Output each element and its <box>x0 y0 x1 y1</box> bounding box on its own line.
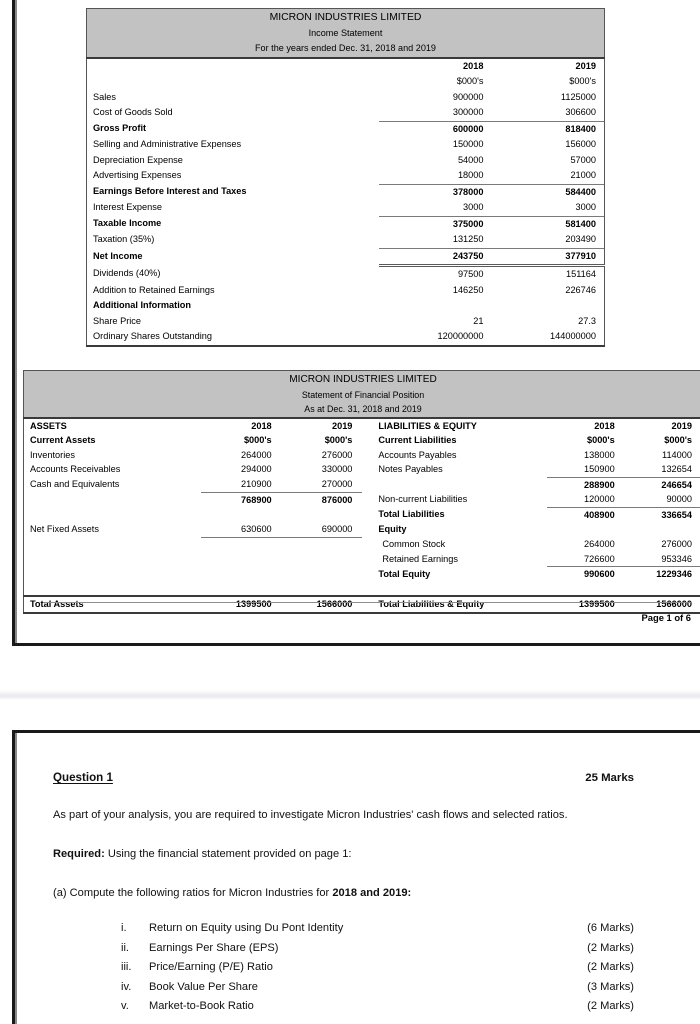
bs-liability-2018: 120000 <box>584 494 615 504</box>
bs-section-header-row <box>24 418 700 434</box>
bs-period: As at Dec. 31, 2018 and 2019 <box>24 402 700 418</box>
bs-liability-2019 <box>625 582 700 597</box>
bs-period-row <box>24 402 700 418</box>
bs-row <box>24 537 700 552</box>
sub-item-marks: (2 Marks) <box>587 961 634 974</box>
bs-total-liab-equity-2018: 1399500 <box>547 596 625 613</box>
is-value-2019: 818400 <box>492 121 605 137</box>
sub-item-text: Book Value Per Share <box>149 980 258 993</box>
sub-item-marks: (3 Marks) <box>587 980 634 993</box>
is-value-2019: 156000 <box>492 137 605 153</box>
part-a-years: 2018 and 2019: <box>332 887 412 899</box>
is-value-2019: 21000 <box>492 168 605 184</box>
sub-item-marks: (2 Marks) <box>587 1000 634 1013</box>
bs-assets-year-2018: 2018 <box>251 420 272 431</box>
is-value-2019: 57000 <box>492 153 605 169</box>
bs-row <box>24 507 700 522</box>
bs-liability-label: Retained Earnings <box>382 553 458 564</box>
is-row-label: Ordinary Shares Outstanding <box>87 329 379 346</box>
bs-spacer <box>362 567 372 582</box>
is-value-2018: 146250 <box>452 284 484 295</box>
is-col-year: 2018 <box>463 60 484 71</box>
is-row <box>87 266 605 283</box>
income-statement-body <box>87 58 605 346</box>
question-part-a <box>53 884 676 903</box>
is-value-2018: 150000 <box>452 139 484 149</box>
bs-row <box>24 567 700 582</box>
bs-liability-label: Total Equity <box>378 568 431 579</box>
is-row <box>87 232 605 248</box>
bs-liability-2019: 114000 <box>625 448 700 463</box>
is-value-2019: 377910 <box>492 248 605 266</box>
bs-liab-year-2018: 2018 <box>594 420 615 431</box>
is-row-label: Gross Profit <box>87 121 379 137</box>
is-col-year: 2019 <box>492 58 605 75</box>
bs-spacer <box>362 507 372 522</box>
bs-liability-2019: 276000 <box>625 537 700 552</box>
is-row <box>87 184 605 200</box>
page-number: Page 1 of 6 <box>641 612 691 623</box>
bs-liability-label <box>372 582 547 597</box>
bs-statement-title: Statement of Financial Position <box>24 388 700 403</box>
page-gap <box>0 676 700 726</box>
is-row-label: Interest Expense <box>87 200 379 216</box>
bs-asset-2019: $000's <box>324 435 353 445</box>
page-separator <box>0 690 700 700</box>
balance-sheet-header <box>24 371 700 418</box>
bs-row <box>24 462 700 477</box>
bs-row <box>24 552 700 567</box>
bs-asset-2019 <box>282 507 363 522</box>
is-col-blank <box>87 58 379 75</box>
is-row <box>87 121 605 137</box>
question-sub-item <box>121 997 634 1017</box>
bs-row <box>24 522 700 537</box>
is-row <box>87 200 605 216</box>
bs-asset-label <box>24 582 201 597</box>
income-statement <box>86 8 605 347</box>
bs-spacer <box>362 462 372 477</box>
is-period: For the years ended Dec. 31, 2018 and 2019 <box>87 41 605 58</box>
is-statement-title: Income Statement <box>87 26 605 42</box>
bs-liability-2019: $000's <box>625 433 700 448</box>
bs-row <box>24 433 700 448</box>
bs-asset-2018 <box>201 537 282 552</box>
is-row <box>87 137 605 153</box>
is-value-2019: 144000000 <box>492 329 605 346</box>
bs-liability-label: Notes Payables <box>378 464 443 475</box>
bs-total-liab-equity-label: Total Liabilities & Equity <box>372 596 547 613</box>
document-page-1 <box>12 0 700 646</box>
bs-asset-2018: 630600 <box>241 524 272 534</box>
is-row <box>87 216 605 232</box>
bs-liability-2019: 336654 <box>625 507 700 522</box>
sub-item-numeral: i. <box>121 922 127 934</box>
is-value-2019: 151164 <box>492 266 605 283</box>
page-footer <box>43 602 691 623</box>
bs-liability-2018 <box>547 582 625 597</box>
is-company-name: MICRON INDUSTRIES LIMITED <box>87 9 605 26</box>
is-row-label: Selling and Administrative Expenses <box>87 137 379 153</box>
bs-liability-2019 <box>625 522 700 537</box>
bs-spacer <box>362 582 372 597</box>
bs-asset-2018 <box>201 567 282 582</box>
bs-total-assets-2018: 1399500 <box>201 596 282 613</box>
bs-asset-2019: 270000 <box>321 479 353 489</box>
bs-asset-label <box>24 492 201 507</box>
bs-asset-2019: 330000 <box>321 464 353 475</box>
question-sub-item <box>121 958 634 978</box>
bs-liability-label <box>372 477 547 492</box>
is-value-2018: 378000 <box>379 184 492 200</box>
bs-asset-2019 <box>282 582 363 597</box>
is-value-2019: 584400 <box>492 184 605 200</box>
bs-gap <box>362 418 372 434</box>
is-row-label: Earnings Before Interest and Taxes <box>87 184 379 200</box>
sub-item-text: Return on Equity using Du Pont Identity <box>149 922 344 934</box>
is-title-row <box>87 26 605 42</box>
bs-asset-label <box>24 507 201 522</box>
document-page-2 <box>12 730 700 1024</box>
question-sub-items <box>53 919 676 1017</box>
bs-total-assets-2019: 1566000 <box>282 596 363 613</box>
is-value-2018: 375000 <box>379 216 492 232</box>
question-sub-item <box>121 919 634 939</box>
bs-liability-2018: 150900 <box>584 464 615 474</box>
is-value-2019 <box>492 298 605 314</box>
is-year-header-row <box>87 58 605 75</box>
bs-liability-2018: 990600 <box>547 567 625 582</box>
is-row <box>87 168 605 184</box>
bs-liability-2019: 246654 <box>625 477 700 492</box>
is-units-label: $000's <box>492 74 605 90</box>
sub-item-text: Market-to-Book Ratio <box>149 1000 254 1013</box>
question-intro-paragraph: As part of your analysis, you are required to investigate Micron Industries' cash flows and selected ratios. <box>53 809 568 821</box>
income-statement-header <box>87 9 605 58</box>
bs-liability-label: Total Liabilities <box>378 509 445 520</box>
is-value-2018 <box>379 298 492 314</box>
bs-asset-2018: $000's <box>243 435 272 445</box>
bs-row <box>24 582 700 597</box>
bs-asset-2018 <box>201 507 282 522</box>
bs-company-name: MICRON INDUSTRIES LIMITED <box>24 371 700 388</box>
is-row-label: Taxable Income <box>87 216 379 232</box>
bs-liability-2019: 90000 <box>625 492 700 507</box>
bs-company-row <box>24 371 700 388</box>
sub-item-numeral: iv. <box>121 980 132 993</box>
is-value-2018: 300000 <box>452 107 484 117</box>
is-value-2018: 18000 <box>457 170 484 180</box>
bs-asset-2018 <box>201 582 282 597</box>
bs-asset-label <box>24 537 201 552</box>
is-row-label: Cost of Goods Sold <box>87 105 379 121</box>
is-company-row <box>87 9 605 26</box>
bs-liability-label: Equity <box>378 524 407 535</box>
bs-asset-label: Inventories <box>24 448 201 463</box>
bs-liability-2018: 408900 <box>547 507 625 522</box>
is-row <box>87 298 605 314</box>
is-value-2018: 600000 <box>379 121 492 137</box>
bs-liability-2018: 264000 <box>584 539 615 549</box>
bs-liability-label: Non-current Liabilities <box>378 494 468 505</box>
bs-asset-2019 <box>282 552 363 567</box>
is-units-label: $000's <box>456 76 484 86</box>
is-value-2018: 3000 <box>463 202 484 212</box>
question-sub-item <box>121 939 634 959</box>
is-row <box>87 105 605 121</box>
bs-liability-2018: $000's <box>586 435 615 445</box>
is-value-2018: 97500 <box>457 269 484 279</box>
is-units-row <box>87 74 605 90</box>
bs-title-row <box>24 388 700 403</box>
is-value-2019: 203490 <box>492 232 605 248</box>
sub-item-numeral: iii. <box>121 961 132 974</box>
bs-total-assets-label: Total Assets <box>24 596 201 613</box>
sub-item-text: Earnings Per Share (EPS) <box>149 941 279 954</box>
question-sub-item <box>121 978 634 998</box>
is-row <box>87 153 605 169</box>
is-row-label: Addition to Retained Earnings <box>87 283 379 299</box>
bs-asset-2018: 294000 <box>241 464 272 475</box>
bs-asset-label: Accounts Receivables <box>24 462 201 477</box>
bs-asset-2019: 876000 <box>282 492 363 507</box>
question-heading-row <box>53 771 676 784</box>
is-value-2019: 306600 <box>492 105 605 121</box>
is-row-label: Net Income <box>87 248 379 266</box>
bs-liability-2019: 1229346 <box>625 567 700 582</box>
is-row <box>87 283 605 299</box>
statement-of-financial-position <box>23 370 700 614</box>
income-statement-table <box>86 8 605 347</box>
is-value-2019: 581400 <box>492 216 605 232</box>
bs-liability-label: Accounts Payables <box>378 449 457 460</box>
bs-assets-year-2019: 2019 <box>331 420 353 431</box>
sub-item-text: Price/Earning (P/E) Ratio <box>149 961 273 974</box>
is-value-2019: 1125000 <box>492 90 605 106</box>
bs-liability-label: Current Liabilities <box>378 435 457 445</box>
bs-liabilities-header: LIABILITIES & EQUITY <box>378 420 477 431</box>
is-row <box>87 314 605 330</box>
bs-liability-2019: 953346 <box>625 552 700 567</box>
bs-asset-label: Cash and Equivalents <box>24 477 201 492</box>
question-required-line <box>53 845 676 864</box>
bs-asset-2018 <box>201 552 282 567</box>
bs-spacer <box>362 537 372 552</box>
bs-asset-label <box>24 567 201 582</box>
bs-row <box>24 477 700 492</box>
bs-asset-label: Net Fixed Assets <box>24 522 201 537</box>
is-value-2018: 54000 <box>457 154 484 165</box>
question-title: Question 1 <box>53 771 113 784</box>
bs-spacer <box>362 433 372 448</box>
bs-liability-2018: 288900 <box>547 477 625 492</box>
bs-liability-2018: 138000 <box>584 449 615 460</box>
bs-asset-2019: 276000 <box>321 449 353 460</box>
is-row <box>87 329 605 346</box>
sub-item-numeral: v. <box>121 1000 129 1013</box>
bs-asset-label: Current Assets <box>24 433 201 448</box>
balance-sheet-body <box>24 418 700 613</box>
bs-asset-label <box>24 552 201 567</box>
is-units-blank <box>87 74 379 90</box>
is-row-label: Advertising Expenses <box>87 168 379 184</box>
balance-sheet-table <box>23 370 700 614</box>
bs-row <box>24 492 700 507</box>
bs-liability-2019: 132654 <box>625 462 700 477</box>
required-label: Required: <box>53 848 105 860</box>
is-row-label: Share Price <box>87 314 379 330</box>
bs-liability-2018: 726600 <box>584 553 615 564</box>
required-text: Using the financial statement provided on page 1: <box>104 848 352 860</box>
bs-asset-2018: 768900 <box>201 492 282 507</box>
bs-asset-2018: 264000 <box>241 449 272 460</box>
is-value-2018: 131250 <box>452 234 484 244</box>
bs-liab-year-2019: 2019 <box>625 418 700 434</box>
bs-assets-header: ASSETS <box>24 418 201 434</box>
bs-spacer <box>362 522 372 537</box>
bs-asset-2018: 210900 <box>241 479 272 489</box>
is-row-label: Additional Information <box>87 298 379 314</box>
is-value-2019: 3000 <box>492 200 605 216</box>
is-row-label: Sales <box>87 90 379 106</box>
bs-liability-label: Common Stock <box>382 539 446 549</box>
bs-spacer <box>362 448 372 463</box>
is-row <box>87 90 605 106</box>
is-row <box>87 248 605 266</box>
sub-item-marks: (2 Marks) <box>587 941 634 954</box>
bs-asset-2019 <box>282 567 363 582</box>
bs-total-liab-equity-2019: 1566000 <box>625 596 700 613</box>
is-row-label: Dividends (40%) <box>87 266 379 283</box>
is-row-label: Taxation (35%) <box>87 232 379 248</box>
is-period-row <box>87 41 605 58</box>
is-value-2019: 226746 <box>492 283 605 299</box>
bs-asset-2019: 690000 <box>321 524 353 534</box>
is-value-2018: 120000000 <box>379 329 492 346</box>
is-value-2018: 900000 <box>452 91 484 102</box>
sub-item-marks: (6 Marks) <box>587 922 634 934</box>
part-a-prefix: (a) Compute the following ratios for Micron Industries for <box>53 887 333 899</box>
is-value-2018: 243750 <box>379 248 492 266</box>
bs-asset-2019 <box>282 537 363 552</box>
bs-row <box>24 448 700 463</box>
is-value-2019: 27.3 <box>492 314 605 330</box>
is-value-2018: 21 <box>473 315 484 326</box>
bs-spacer <box>362 492 372 507</box>
sub-item-numeral: ii. <box>121 941 130 954</box>
bs-spacer <box>362 477 372 492</box>
bs-liability-2018 <box>547 522 625 537</box>
is-row-label: Depreciation Expense <box>87 153 379 169</box>
bs-spacer <box>362 552 372 567</box>
question-block <box>53 771 676 1017</box>
question-total-marks: 25 Marks <box>585 772 634 784</box>
